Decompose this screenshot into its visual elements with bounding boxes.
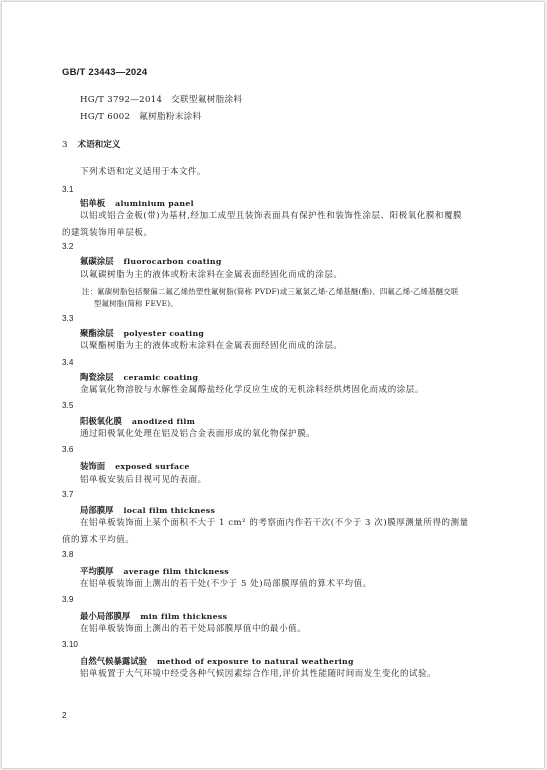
section-title-text: 术语和定义 [77,140,121,150]
definition-line: 以氟碳树脂为主的液体或粉末涂料在金属表面经固化而成的涂层。 [80,270,343,280]
term-number: 3.8 [62,550,74,559]
term-definition [80,576,485,593]
term-chinese: 阳极氧化膜 [80,416,122,426]
term-number: 3.7 [62,490,74,499]
term-english: average film thickness [123,567,229,576]
term-english: aluminium panel [115,199,194,208]
definition-line: 铝单板安装后目视可见的表面。 [80,475,207,485]
term-english: polyester coating [123,329,205,338]
term-definition [80,382,485,399]
term-definition [80,426,485,443]
term-english: method of exposure to natural weathering [157,657,354,666]
term-definition [80,621,485,638]
definition-line: 值的算术平均值。 [62,535,135,545]
term-english: local film thickness [123,506,216,515]
term-definition [62,515,485,549]
term-number: 3.5 [62,401,74,410]
term-english: anodized film [131,417,196,426]
normative-reference: HG/T 3792—2014 交联型氟树脂涂料 [80,95,243,105]
term-number: 3.10 [62,640,78,649]
term-definition [62,208,485,242]
term-definition [80,666,485,683]
definition-line: 在铝单板装饰面上测出的若干处(不少于 5 处)局部膜厚值的算术平均值。 [80,579,372,589]
definition-line: 金属氧化物溶胶与水解性金属醇盐经化学反应生成的无机涂料经烘烤固化而成的涂层。 [80,385,424,395]
term-heading [80,255,222,267]
section-heading [62,138,120,150]
normative-reference: HG/T 6002 氟树脂粉末涂料 [80,112,202,122]
term-chinese: 自然气候暴露试验 [80,656,147,666]
term-english: fluorocarbon coating [123,257,222,266]
term-chinese: 局部膜厚 [80,505,114,515]
term-number: 3.2 [62,242,74,251]
section-intro: 下列术语和定义适用于本文件。 [80,167,206,177]
document-page [2,2,544,768]
note-line: 注：氟碳树脂包括聚偏二氟乙烯热塑性氟树脂(简称 PVDF)或三氟氯乙烯-乙烯基醚(酯)、四氟乙烯-乙烯基醚交联 [82,287,459,296]
page-number: 2 [62,711,67,720]
section-number: 3 [62,140,68,150]
term-heading [80,460,190,472]
definition-line: 在铝单板装饰面上某个面积不大于 1 cm² 的考察面内作若干次(不少于 3 次)膜厚测量所得的测量 [80,518,469,528]
definition-line: 以聚酯树脂为主的液体或粉末涂料在金属表面经固化而成的涂层。 [80,341,343,351]
term-chinese: 氟碳涂层 [80,256,114,266]
standard-code: GB/T 23443—2024 [62,67,148,78]
term-chinese: 最小局部膜厚 [80,611,131,621]
term-number: 3.6 [62,445,74,454]
term-english: ceramic coating [123,373,199,382]
note-line: 型氟树脂(简称 FEVE)。 [94,299,178,308]
term-chinese: 铝单板 [80,198,106,208]
term-number: 3.1 [62,185,74,194]
term-note [82,286,487,310]
term-english: exposed surface [115,462,190,471]
term-chinese: 聚酯涂层 [80,328,114,338]
term-definition [80,472,485,489]
definition-line: 的建筑装饰用单层板。 [62,228,153,238]
definition-line: 铝单板置于大气环境中经受各种气候因素综合作用,评价其性能随时间而发生变化的试验。 [80,669,437,679]
term-definition [80,338,485,355]
term-number: 3.9 [62,595,74,604]
term-english: min film thickness [140,612,228,621]
term-chinese: 平均膜厚 [80,566,114,576]
definition-line: 在铝单板装饰面上测出的若干处局部膜厚值中的最小值。 [80,624,307,634]
term-chinese: 陶瓷涂层 [80,372,114,382]
term-number: 3.4 [62,358,74,367]
definition-line: 以铝或铝合金板(带)为基材,经加工成型且装饰表面具有保护性和装饰性涂层、阳极氧化膜和覆膜 [80,211,463,221]
term-definition [80,267,485,284]
term-number: 3.3 [62,314,74,323]
definition-line: 通过阳极氧化处理在铝及铝合金表面形成的氧化物保护膜。 [80,429,316,439]
term-chinese: 装饰面 [80,461,106,471]
